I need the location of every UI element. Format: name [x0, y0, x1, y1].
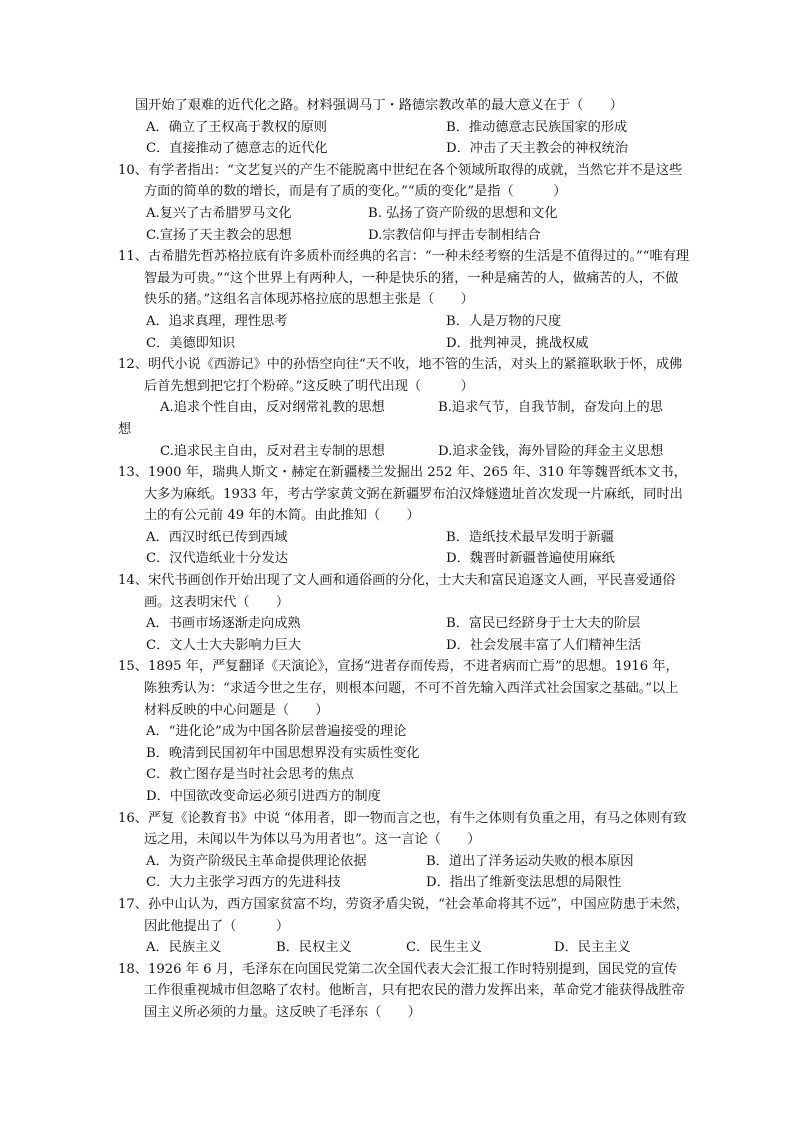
option-c: C．直接推动了德意志的近代化	[146, 141, 328, 157]
option-c: C.追求民主自由，反对君主专制的思想	[160, 443, 385, 459]
option-b: B. 弘扬了资产阶级的思想和文化	[368, 205, 558, 221]
question-11	[118, 246, 690, 354]
option-c: C．民生主义	[406, 940, 483, 956]
question-stem: 11、古希腊先哲苏格拉底有许多质朴而经典的名言：“一种未经考察的生活是不值得过的。”“唯有理智最为可贵。”“这个世界上有两种人，一种是快乐的猪，一种是痛苦的人，做痛苦的人，不做快乐的猪。”这组名言体现苏格拉底的思想主张是（ ）	[118, 249, 690, 308]
option-a: A．确立了王权高于教权的原则	[146, 119, 327, 135]
question-stem: 17、孙中山认为，西方国家贫富不均，劳资矛盾尖锐，“社会革命将其不远”，中国应防患于未然，因此他提出了（ ）	[118, 896, 689, 934]
option-b: B.追求气节，自我节制，奋发向上的思	[438, 400, 663, 416]
question-13	[118, 462, 690, 570]
option-d: D．批判神灵，挑战权威	[446, 335, 589, 351]
question-stem: 14、宋代书画创作开始出现了文人画和通俗画的分化，士大夫和富民追逐文人画，平民喜爱通俗画。这表明宋代（ ）	[118, 573, 676, 610]
option-c: C．大力主张学习西方的先进科技	[146, 875, 341, 891]
option-d: D．冲击了天主教会的神权统治	[446, 141, 629, 157]
question-10	[118, 160, 690, 246]
question-stem: 16、严复《论教育书》中说 “体用者，即一物而言之也，有牛之体则有负重之用，有马之体则有致远之用，未闻以牛为体以马为用者也”。这一言论（ ）	[118, 810, 687, 848]
option-b: B．造纸技术最早发明于新疆	[446, 529, 614, 545]
question-18	[118, 959, 690, 1024]
question-12	[118, 354, 690, 462]
option-a: A.追求个性自由，反对纲常礼教的思想	[160, 400, 385, 416]
option-d: D．中国欲改变命运必须引进西方的制度	[146, 789, 381, 804]
question-14	[118, 570, 690, 656]
option-a: A．追求真理，理性思考	[146, 313, 288, 329]
question-stem: 18、1926 年 6 月，毛泽东在向国民党第二次全国代表大会汇报工作时特别提到，国民党的宣传工作很重视城市但忽略了农村。他断言，只有把农民的潜力发挥出来，革命党才能获得战胜帝国主义所必须的力量。这反映了毛泽东（ ）	[118, 961, 685, 1020]
question-stem: 国开始了艰难的近代化之路。材料强调马丁・路德宗教改革的最大意义在于（ ）	[135, 98, 623, 113]
option-d: D.追求金钱，海外冒险的拜金主义思想	[438, 443, 664, 459]
option-a: A．“进化论”成为中国各阶层普遍接受的理论	[146, 724, 407, 740]
option-b: B．民权主义	[276, 940, 352, 956]
question-stem: 15、1895 年，严复翻译《天演论》，宣扬“进者存而传焉，不进者病而亡焉”的思想。1916 年，陈独秀认为：“求适今世之生存，则根本问题，不可不首先输入西洋式社会国家之基础。”以上材料反映的中心问题是（ ）	[118, 659, 679, 718]
question-stem: 13、1900 年，瑞典人斯文・赫定在新疆楼兰发掘出 252 年、265 年、310 年等魏晋纸本文书，大多为麻纸。1933 年，考古学家黄文弼在新疆罗布泊汉烽燧遗址首次发现一片麻纸，同时出土的有公元前 49 年的木简。由此推知（ ）	[118, 465, 687, 524]
option-a: A．为资产阶级民主革命提供理论依据	[146, 853, 367, 869]
question-stem: 10、有学者指出：“文艺复兴的产生不能脱离中世纪在各个领域所取得的成就，当然它并不是这些方面的简单的数的增长，而是有了质的变化。”“质的变化”是指（ ）	[118, 162, 683, 200]
question-16	[118, 808, 690, 894]
question-17	[118, 894, 690, 959]
option-a: A．西汉时纸已传到西域	[146, 529, 288, 545]
option-b: B．富民已经跻身于士大夫的阶层	[446, 616, 641, 632]
option-b: B．推动德意志民族国家的形成	[446, 119, 628, 135]
option-b-wrap: 想	[118, 421, 132, 437]
option-d: D．指出了维新变法思想的局限性	[426, 875, 622, 891]
option-a: A．书画市场逐渐走向成熟	[146, 616, 301, 632]
option-c: C.宣扬了天主教会的思想	[146, 227, 292, 243]
question-list	[118, 95, 690, 1024]
option-c: C．文人士大夫影响力巨大	[146, 637, 302, 653]
option-c: C．救亡图存是当时社会思考的焦点	[146, 767, 354, 783]
option-a: A．民族主义	[146, 940, 222, 956]
option-d: D．魏晋时新疆普遍使用麻纸	[446, 551, 615, 567]
option-b: B．晚清到民国初年中国思想界没有实质性变化	[146, 745, 420, 761]
option-c: C．汉代造纸业十分发达	[146, 551, 288, 567]
option-b: B．道出了洋务运动失败的根本原因	[426, 853, 634, 869]
option-d: D．民主主义	[554, 940, 631, 956]
question-stem: 12、明代小说《西游记》中的孙悟空向往“天不收，地不管的生活，对头上的紧箍耿耿于怀，成佛后首先想到把它打个粉碎。”这反映了明代出现（ ）	[118, 357, 683, 394]
option-d: D．社会发展丰富了人们精神生活	[446, 637, 642, 653]
question-15	[118, 656, 690, 807]
option-b: B．人是万物的尺度	[446, 313, 562, 329]
option-d: D.宗教信仰与抨击专制相结合	[368, 227, 541, 243]
option-a: A.复兴了古希腊罗马文化	[146, 205, 292, 221]
question-9	[118, 95, 690, 160]
option-c: C．美德即知识	[146, 335, 236, 351]
